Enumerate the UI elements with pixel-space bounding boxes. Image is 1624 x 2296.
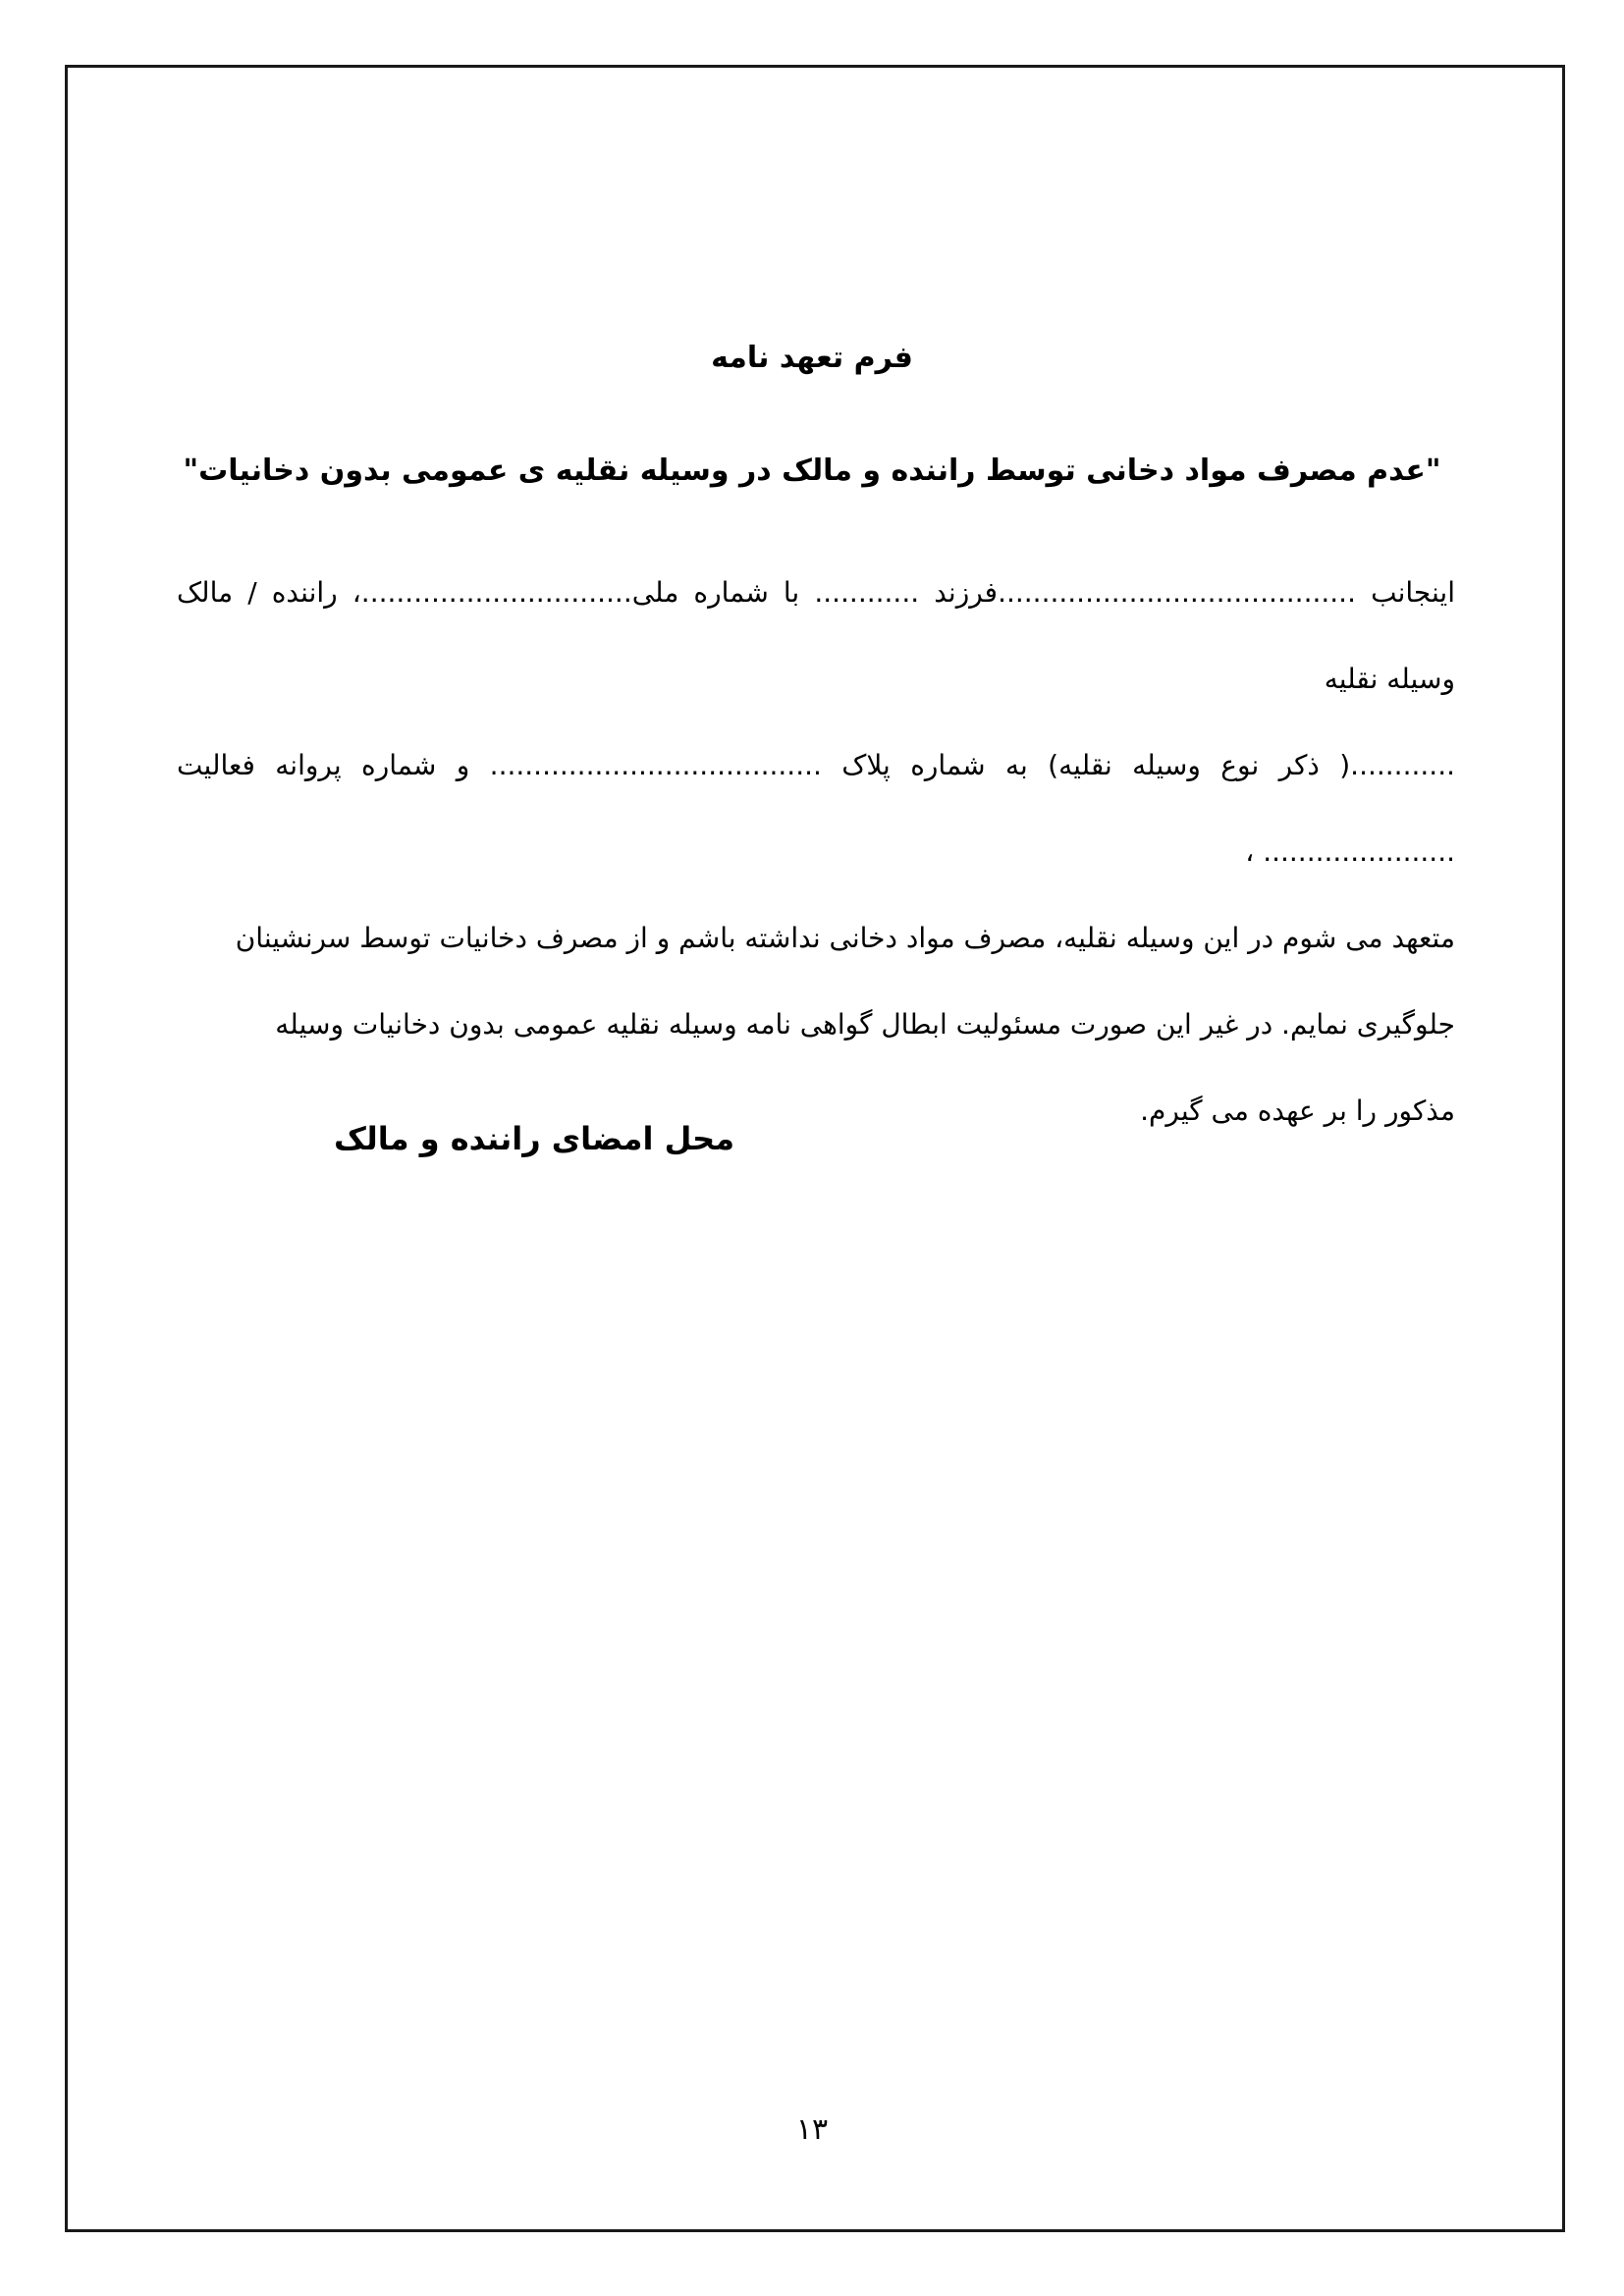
body-line: جلوگیری نمایم. در غیر این صورت مسئولیت ابطال گواهی نامه وسیله نقلیه عمومی بدون دخانیات وسیله — [275, 1008, 1455, 1041]
signature-label: محل امضای راننده و مالک — [334, 1120, 734, 1157]
body-line: مذکور را بر عهده می گیرم. — [1140, 1095, 1455, 1127]
body-line: متعهد می شوم در این وسیله نقلیه، مصرف مواد دخانی نداشته باشم و از مصرف دخانیات توسط سرنشینان — [235, 922, 1455, 954]
body-line: ............( ذکر نوع وسیله نقلیه) به شماره پلاک ...................................... و شماره پروانه فعالیت ...................... ، — [177, 749, 1455, 868]
page-number: ۱۳ — [795, 2112, 829, 2147]
form-title: فرم تعهد نامه — [711, 341, 913, 375]
form-subtitle: "عدم مصرف مواد دخانی توسط راننده و مالک در وسیله نقلیه ی عمومی بدون دخانیات" — [183, 454, 1441, 488]
body-line: اینجانب .........................................فرزند ............ با شماره ملی...............................، راننده / مالک وسیله نقلیه — [177, 576, 1455, 695]
commitment-body — [177, 550, 1455, 1154]
